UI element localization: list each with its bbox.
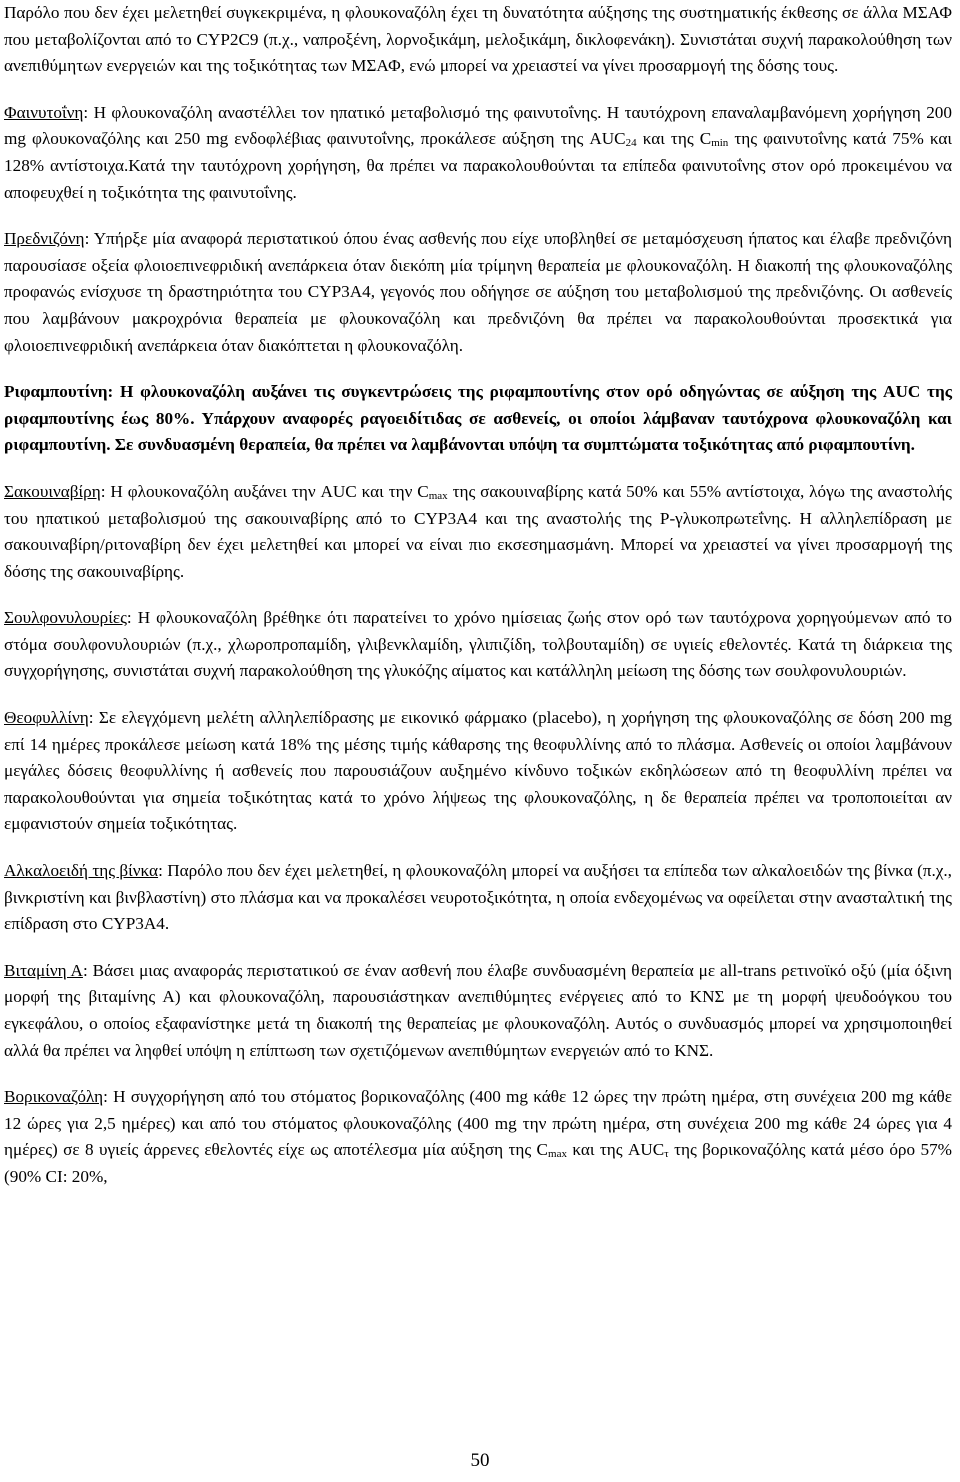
saquinavir-sub-1: max [428, 489, 448, 502]
prednisone-paragraph [4, 226, 952, 359]
phenytoin-heading: Φαινυτοΐνη [4, 102, 84, 122]
phenytoin-text-3: της φαινυτοΐνης κατά 75% και 128% αντίστοιχα.Κατά την ταυτόχρονη χορήγηση, θα πρέπει να παρακολουθούνται τα επίπεδα φαινυτοΐνης στον ορό προκειμένου να αποφευχθεί η τοξικότητα της φαινυτοΐνης. [4, 129, 952, 202]
theophylline-heading: Θεοφυλλίνη [4, 708, 89, 728]
rifabutin-text: Ριφαμπουτίνη: Η φλουκοναζόλη αυξάνει τις συγκεντρώσεις της ριφαμπουτίνης στον ορό οδηγώντας σε αύξηση της AUC της ριφαμπουτίνης έως 80%. Υπάρχουν αναφορές ραγοειδίτιδας σε ασθενείς, οι οποίοι λάμβαναν ταυτόχρονα φλουκοναζόλη και ριφαμπουτίνη. Σε συνδυασμένη θεραπεία, θα πρέπει να λαμβάνονται υπόψη τα συμπτώματα τοξικότητας από ριφαμπουτίνη. [4, 382, 952, 455]
sulfonylureas-paragraph [4, 605, 952, 685]
intro-paragraph [4, 0, 952, 80]
prednisone-heading: Πρεδνιζόνη [4, 229, 85, 249]
phenytoin-text-2: και της C [636, 129, 712, 149]
vinca-heading: Αλκαλοειδή της βίνκα [4, 861, 159, 881]
phenytoin-sub-2: min [711, 137, 729, 150]
voriconazole-paragraph [4, 1084, 952, 1190]
vitamin-a-heading: Βιταμίνη Α [4, 960, 83, 980]
voriconazole-text-2: και της AUC [566, 1140, 665, 1160]
saquinavir-heading: Σακουιναβίρη [4, 481, 101, 501]
saquinavir-paragraph [4, 479, 952, 585]
saquinavir-text-1: : Η φλουκοναζόλη αυξάνει την AUC και την C [100, 481, 429, 501]
intro-text: Παρόλο που δεν έχει μελετηθεί συγκεκριμένα, η φλουκοναζόλη έχει τη δυνατότητα αύξησης της συστηματικής έκθεσης σε άλλα ΜΣΑΦ που μεταβολίζονται από το CYP2C9 (π.χ., ναπροξένη, λορνοξικάμη, μελοξικάμη, δικλοφενάκη). Συνιστάται συχνή παρακολούθηση των ανεπιθύμητων ενεργειών και της τοξικότητας των ΜΣΑΦ, ενώ μπορεί να χρειαστεί να γίνει προσαρμογή της δόσης τους. [4, 3, 952, 76]
vitamin-a-paragraph [4, 958, 952, 1064]
phenytoin-paragraph [4, 100, 952, 206]
sulfonylureas-heading: Σουλφονυλουρίες [4, 608, 127, 628]
voriconazole-sub-2: τ [664, 1148, 669, 1161]
theophylline-paragraph [4, 705, 952, 838]
prednisone-text: : Υπήρξε μία αναφορά περιστατικού όπου ένας ασθενής που είχε υποβληθεί σε μεταμόσχευση ήπατος και έλαβε πρεδνιζόνη παρουσίασε οξεία φλοιοεπινεφριδική ανεπάρκεια όταν διεκόπη μία τρίμηνη θεραπεία με φλουκοναζόλη. Η διακοπή της φλουκοναζόλης προφανώς ενίσχυσε τη δραστηριότητα του CYP3A4, γεγονός που οδήγησε σε αύξηση του μεταβολισμού της πρεδνιζόνης. Οι ασθενείς που λαμβάνουν μακροχρόνια θεραπεία με φλουκοναζόλη και πρεδνιζόνη θα πρέπει να παρακολουθούνται προσεκτικά για φλοιοεπινεφριδική ανεπάρκεια όταν διακόπτεται η φλουκοναζόλη. [4, 229, 952, 355]
phenytoin-text-1: : Η φλουκοναζόλη αναστέλλει τον ηπατικό μεταβολισμό της φαινυτοΐνης. Η ταυτόχρονη επαναλαμβανόμενη χορήγηση 200 mg φλουκοναζόλης και 250 mg ενδοφλέβιας φαινυτοΐνης, προκάλεσε αύξηση της AUC [4, 102, 952, 149]
voriconazole-heading: Βορικοναζόλη [4, 1087, 104, 1107]
voriconazole-text-1: : Η συγχορήγηση από του στόματος βορικοναζόλης (400 mg κάθε 12 ώρες την πρώτη ημέρα, στη συνέχεια 200 mg κάθε 12 ώρες για 2,5 ημέρες) και από του στόματος φλουκοναζόλης (400 mg την πρώτη ημέρα, στη συνέχεια 200 mg κάθε 24 ώρες για 4 ημέρες) σε 8 υγιείς άρρενες εθελοντές είχε ως αποτέλεσμα μία αύξηση της C [4, 1087, 952, 1160]
voriconazole-text-3: της βορικοναζόλης κατά μέσο όρο 57% (90% CI: 20%, [4, 1140, 952, 1186]
vinca-paragraph [4, 858, 952, 938]
voriconazole-sub-1: max [548, 1148, 567, 1161]
saquinavir-text-2: της σακουιναβίρης κατά 50% και 55% αντίστοιχα, λόγω της αναστολής του ηπατικού μεταβολισμού της σακουιναβίρης από το CYP3A4 και της αναστολής της P-γλυκοπρωτεΐνης. Η αλληλεπίδραση με σακουιναβίρη/ριτοναβίρη δεν έχει μελετηθεί και μπορεί να είναι πιο εκσεσημασμάνη. Μπορεί να χρειαστεί να γίνει προσαρμογή της δόσης της σακουιναβίρης. [4, 481, 952, 581]
vitamin-a-text: : Βάσει μιας αναφοράς περιστατικού σε έναν ασθενή που έλαβε συνδυασμένη θεραπεία με all-trans ρετινοϊκό οξύ (μία όξινη μορφή της βιταμίνης Α) και φλουκοναζόλη, παρουσιάστηκαν ανεπιθύμητες ενέργειες από το ΚΝΣ με τη μορφή ψευδοόγκου του εγκεφάλου, ο οποίος εξαφανίστηκε μετά τη διακοπή της θεραπείας με φλουκοναζόλη. Αυτός ο συνδυασμός μπορεί να χρησιμοποιηθεί αλλά θα πρέπει να ληφθεί υπόψη η επίπτωση των σχετιζόμενων ανεπιθύμητων ενεργειών από το ΚΝΣ. [4, 960, 953, 1060]
theophylline-text: : Σε ελεγχόμενη μελέτη αλληλεπίδρασης με εικονικό φάρμακο (placebo), η χορήγηση της φλουκοναζόλης σε δόση 200 mg επί 14 ημέρες προκάλεσε μείωση κατά 18% της μέσης τιμής κάθαρσης της θεοφυλλίνης από το πλάσμα. Ασθενείς οι οποίοι λαμβάνουν μεγάλες δόσεις θεοφυλλίνης ή ασθενείς που παρουσιάζουν αυξημένο κίνδυνο τοξικών εκδηλώσεων από τη θεοφυλλίνη πρέπει να παρακολουθούνται για σημεία τοξικότητας κατά το χρόνο λήψεως της φλουκοναζόλης, η δε θεραπεία πρέπει να τροποποιείται αν εμφανιστούν σημεία τοξικότητας. [4, 708, 952, 834]
vinca-text: : Παρόλο που δεν έχει μελετηθεί, η φλουκοναζόλη μπορεί να αυξήσει τα επίπεδα των αλκαλοειδών της βίνκα (π.χ., βινκριστίνη και βινβλαστίνη) στο πλάσμα και να προκαλέσει νευροτοξικότητα, η οποία ενδεχομένως να οφείλεται στην ανασταλτική της επίδραση στο CYP3A4. [4, 861, 952, 934]
rifabutin-paragraph [4, 379, 952, 459]
document-page [4, 0, 952, 1211]
page-number: 50 [470, 1450, 490, 1471]
phenytoin-sub-1: 24 [625, 137, 637, 150]
sulfonylureas-text: : Η φλουκοναζόλη βρέθηκε ότι παρατείνει το χρόνο ημίσειας ζωής στον ορό των ταυτόχρονα χορηγούμενων από το στόμα σουλφονυλουριών (π.χ., χλωροπροπαμίδη, γλιβενκλαμίδη, γλιπιζίδη, τολβουταμίδη) σε υγιείς εθελοντές. Κατά τη διάρκεια της συγχορήγησης, συνιστάται συχνή παρακολούθηση της γλυκόζης αίματος και κατάλληλη μείωση της δόσης των σουλφονυλουριών. [4, 608, 952, 681]
